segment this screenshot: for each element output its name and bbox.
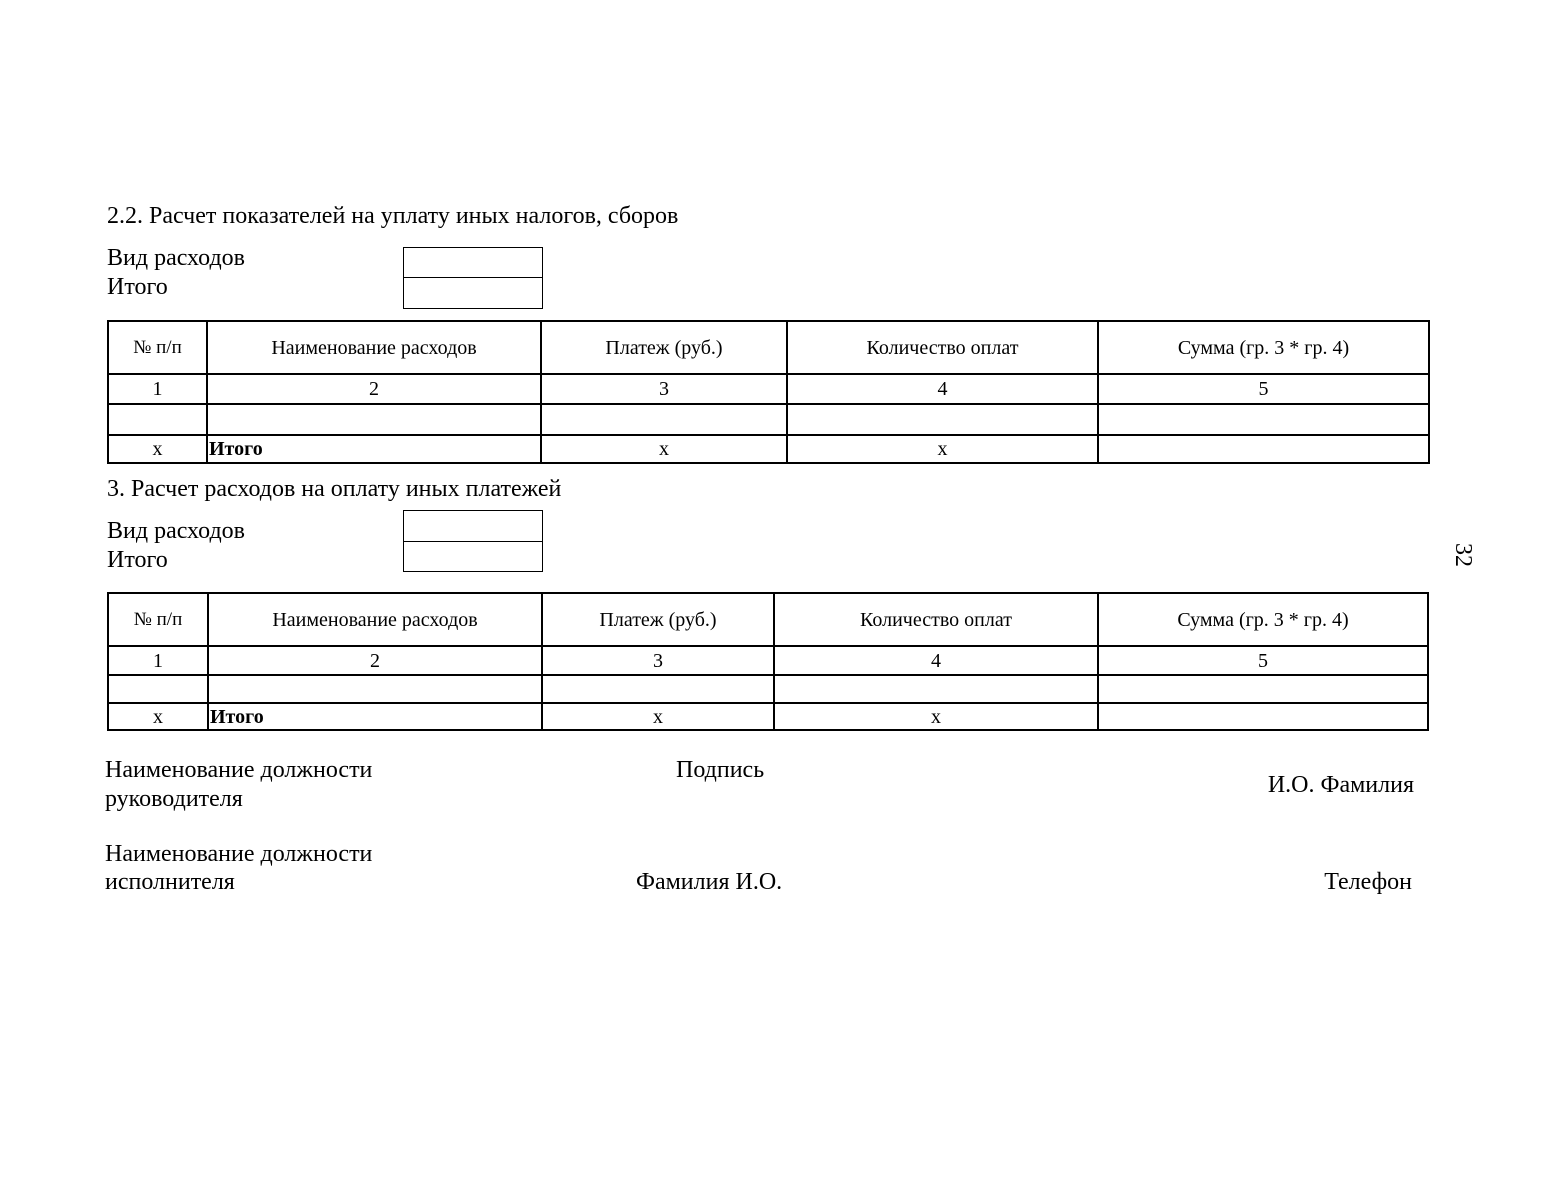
table-header-row <box>108 321 1429 374</box>
executor-position-line1: Наименование должности <box>105 841 373 867</box>
section-3-itogo-label: Итого <box>107 547 168 573</box>
table-cell[interactable] <box>208 675 542 703</box>
head-position-line1: Наименование должности <box>105 757 373 783</box>
table-cell[interactable] <box>787 404 1098 435</box>
table-row <box>108 675 1428 703</box>
header-payment-count: Количество оплат <box>774 593 1098 646</box>
phone-label: Телефон <box>1324 869 1412 895</box>
total-cell: x <box>542 703 774 730</box>
header-sum: Сумма (гр. 3 * гр. 4) <box>1098 593 1428 646</box>
table-row <box>108 404 1429 435</box>
total-label: Итого <box>208 703 542 730</box>
section-3-vid-field[interactable] <box>403 510 543 543</box>
header-expense-name: Наименование расходов <box>208 593 542 646</box>
section-2-2-vid-label: Вид расходов <box>107 245 245 271</box>
total-cell: x <box>108 435 207 463</box>
table-total-row <box>108 703 1428 730</box>
section-2-2-vid-field[interactable] <box>403 247 543 279</box>
table-column-numbers-row <box>108 374 1429 404</box>
table-cell[interactable] <box>541 404 787 435</box>
table-total-row <box>108 435 1429 463</box>
column-number: 2 <box>207 374 541 404</box>
executor-position-line2: исполнителя <box>105 869 235 895</box>
column-number: 4 <box>774 646 1098 675</box>
column-number: 3 <box>542 646 774 675</box>
total-cell: x <box>541 435 787 463</box>
column-number: 5 <box>1098 374 1429 404</box>
total-sum-cell[interactable] <box>1098 435 1429 463</box>
section-3-itogo-field[interactable] <box>403 541 543 572</box>
section-3-vid-label: Вид расходов <box>107 518 245 544</box>
section-3-heading: 3. Расчет расходов на оплату иных платежей <box>107 476 562 502</box>
table-column-numbers-row <box>108 646 1428 675</box>
executor-name: Фамилия И.О. <box>636 869 783 895</box>
table-cell[interactable] <box>1098 404 1429 435</box>
table-cell[interactable] <box>207 404 541 435</box>
total-cell: x <box>774 703 1098 730</box>
signature-label: Подпись <box>676 757 765 783</box>
header-expense-name: Наименование расходов <box>207 321 541 374</box>
column-number: 5 <box>1098 646 1428 675</box>
section-3-table <box>107 592 1429 731</box>
page-number: 32 <box>1450 543 1476 567</box>
header-sum: Сумма (гр. 3 * гр. 4) <box>1098 321 1429 374</box>
table-cell[interactable] <box>108 675 208 703</box>
column-number: 1 <box>108 374 207 404</box>
table-cell[interactable] <box>1098 675 1428 703</box>
table-header-row <box>108 593 1428 646</box>
header-number: № п/п <box>108 321 207 374</box>
column-number: 4 <box>787 374 1098 404</box>
table-cell[interactable] <box>108 404 207 435</box>
column-number: 3 <box>541 374 787 404</box>
section-2-2-table <box>107 320 1430 464</box>
header-payment: Платеж (руб.) <box>542 593 774 646</box>
table-cell[interactable] <box>774 675 1098 703</box>
column-number: 1 <box>108 646 208 675</box>
total-cell: x <box>787 435 1098 463</box>
total-label: Итого <box>207 435 541 463</box>
head-position-line2: руководителя <box>105 786 243 812</box>
section-2-2-itogo-label: Итого <box>107 274 168 300</box>
total-cell: x <box>108 703 208 730</box>
table-cell[interactable] <box>542 675 774 703</box>
header-payment: Платеж (руб.) <box>541 321 787 374</box>
column-number: 2 <box>208 646 542 675</box>
section-2-2-itogo-field[interactable] <box>403 277 543 309</box>
section-2-2-heading: 2.2. Расчет показателей на уплату иных налогов, сборов <box>107 203 679 229</box>
header-payment-count: Количество оплат <box>787 321 1098 374</box>
head-name: И.О. Фамилия <box>1267 772 1414 798</box>
total-sum-cell[interactable] <box>1098 703 1428 730</box>
header-number: № п/п <box>108 593 208 646</box>
